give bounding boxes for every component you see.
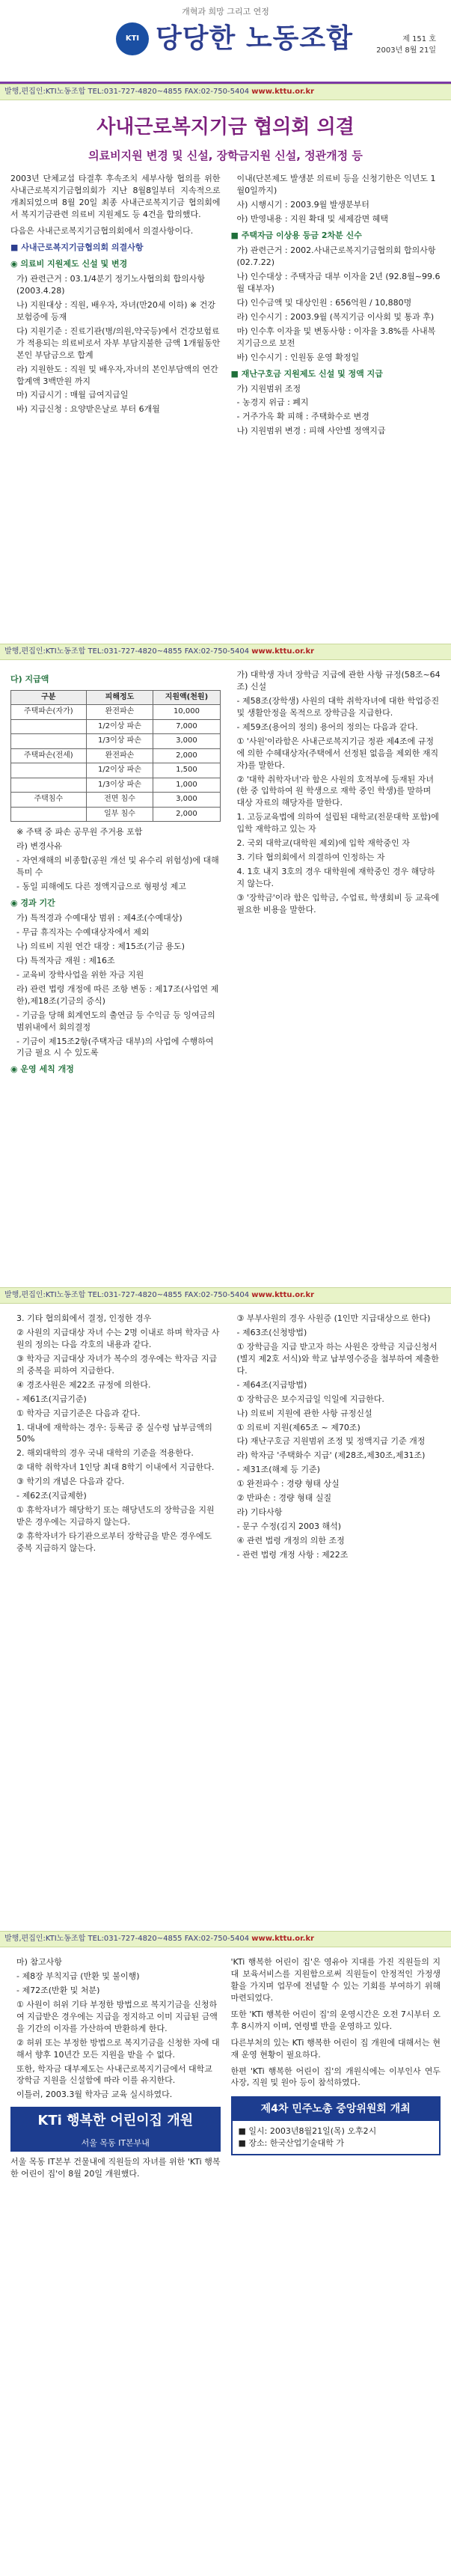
- table-header: 피해정도: [86, 690, 153, 705]
- list-item: - 제31조(해제 등 기준): [236, 1465, 320, 1475]
- daycare-banner-sub: 서울 목동 IT본부내: [10, 2135, 221, 2152]
- list-item: 이내(단본제도 발생분 의료비 등을 신청기한은 익년도 1월0일까지): [236, 174, 436, 196]
- table-header: 구분: [11, 690, 87, 705]
- table-cell: 2,000: [153, 807, 220, 822]
- list-item: - 제63조(신청방법): [236, 1327, 307, 1337]
- table-cell: [11, 778, 87, 793]
- subheadline: 의료비지원 변경 및 신설, 장학금지원 신설, 정관개정 등: [88, 148, 363, 162]
- table-cell: 2,000: [153, 748, 220, 763]
- list-item: 라) 지원한도 : 직원 및 배우자,자녀의 본인부담액의 연간 합계액 3백만원 까지: [16, 364, 218, 386]
- table-cell: [11, 807, 87, 822]
- table-cell: 1/3이상 파손: [86, 778, 153, 793]
- table-cell: 3,000: [153, 793, 220, 808]
- subsection-heading: ◉ 경과 기간: [10, 898, 55, 909]
- list-item: 가) 대학생 자녀 장학금 지급에 관한 사항 규정(58조~64조) 신설: [236, 670, 441, 692]
- newsletter-title: 당당한 노동조합: [156, 23, 353, 54]
- list-item: 4. 1호 내지 3호의 경우 대학원에 재학중인 경우 해당하지 않는다.: [236, 867, 435, 888]
- list-item: - 관련 법령 개정 사항 : 제22조: [236, 1549, 349, 1560]
- article-intro: 2003년 단체교섭 타결후 후속조치 세부사항 협의를 위한 사내근로복지기금협의회가 지난 8월8일부터 지속적으로 개최되었으며 8월 20일 최종 사내근로복지기금 협의회에서 복지기금관련 의료비 지원제도 등 4건을 합의했다.: [10, 174, 221, 220]
- article-left-column: [10, 173, 221, 439]
- table-row: [11, 793, 221, 808]
- page-4: [0, 1931, 451, 2575]
- website-link[interactable]: www.kttu.or.kr: [251, 647, 315, 656]
- list-item: 바) 지급신청 : 요양받은날로 부터 6개월: [16, 404, 160, 415]
- list-item: 1. 고등교육법에 의하여 설립된 대학교(전문대학 포함)에 입학 재학하고 있는 자: [236, 812, 439, 834]
- list-item: 마) 인수후 이자율 및 변동사항 : 이자율 3.8%를 사내복지기금으로 보전: [236, 326, 436, 348]
- list-item: - 기금을 당해 회계연도의 출연금 등 수익금 등 잉여금의 범위내에서 회의결정: [16, 1010, 215, 1032]
- list-item: ③ 학기의 개념은 다음과 같다.: [16, 1477, 125, 1487]
- website-link[interactable]: www.kttu.or.kr: [251, 1935, 315, 1943]
- list-item: ④ 경조사원은 제22조 규정에 의한다.: [16, 1379, 151, 1390]
- list-item: 이틀러, 2003.3월 학자금 교육 실시하였다.: [16, 2090, 173, 2100]
- list-item: - 문구 수정(김지 2003 해석): [236, 1522, 342, 1532]
- table-cell: 1,000: [153, 778, 220, 793]
- article-right-column: [231, 1956, 441, 2185]
- list-item: 3. 기타 협의회에서 의결하여 인정하는 자: [236, 852, 385, 863]
- list-item: - 농경지 위급 : 폐지: [236, 397, 309, 408]
- list-item: 마) 지급시기 : 매월 급여지급일: [16, 390, 129, 400]
- table-cell: 주택파손(자가): [11, 705, 87, 720]
- list-item: 나) 인수대상 : 주택자금 대부 이자율 2년 (92.8월~99.6월 대부자): [236, 272, 441, 293]
- list-item: - 제8장 부칙지급 (반환 및 불이행): [16, 1971, 140, 1981]
- notice-box: [231, 2096, 441, 2155]
- relief-amount-table: [10, 690, 221, 822]
- table-cell: [11, 719, 87, 734]
- list-item: 아) 반영내용 : 지원 확대 및 세제감면 혜택: [236, 214, 388, 225]
- table-row: [11, 719, 221, 734]
- paragraph: 또한 'KTi 행복한 어린이 집'의 운영시간은 오전 7시부터 오후 8시까지 이며, 연령별 반을 운영하고 있다.: [230, 2009, 441, 2031]
- list-item: 또한, 학자금 대부제도는 사내근로복지기금에서 대학교 장학금 지원을 신설함에 따라 이를 유지한다.: [16, 2063, 212, 2086]
- info-bar-text: 발행,편집인:KTI노동조합 TEL:031-727-4820~4855 FAX:02-750-5404: [4, 647, 250, 656]
- subsection-heading: ◉ 의료비 지원제도 신설 및 변경: [10, 259, 128, 269]
- list-item: 나) 지원대상 : 직원, 배우자, 자녀(만20세 이하) ※ 건강보험증에 등재: [16, 299, 216, 322]
- list-item: - 교육비 장학사업을 위한 자금 지원: [16, 969, 144, 980]
- list-item: 사) 시행시기 : 2003.9월 발생분부터: [236, 200, 369, 210]
- list-item: ② 사원의 지급대상 자녀 수는 2명 이내로 하며 학자금 사원의 정의는 다음 각호의 내용과 같다.: [16, 1327, 220, 1349]
- page-2: [0, 644, 451, 1287]
- list-item: ② 반파손 : 경량 형태 실질: [236, 1493, 332, 1504]
- daycare-body: 서울 목동 IT본부 건물내에 직원들의 자녀를 위한 'KTi 행복한 어린이 집'이 8월 20일 개원했다.: [10, 2157, 221, 2179]
- table-cell: 1/3이상 파손: [86, 734, 153, 749]
- page-1: [0, 0, 451, 644]
- subsection-heading: ■ 주택자금 이상용 등금 2차분 신수: [230, 231, 362, 241]
- table-cell: 완전파손: [86, 705, 153, 720]
- list-item: ① 완전파수 : 경량 형태 상실: [236, 1479, 340, 1489]
- list-item: - 거주가옥 확 피해 : 주택화수로 변경: [236, 412, 369, 422]
- list-item: 2. 국외 대학교(대학원 제외)에 입학 재학중인 자: [236, 838, 410, 849]
- article-right-column: [231, 173, 441, 439]
- table-cell: 1/2이상 파손: [86, 763, 153, 778]
- info-bar-text: 발행,편집인:KTI노동조합 TEL:031-727-4820~4855 FAX:02-750-5404: [4, 1291, 250, 1299]
- list-item: 라) 인수시기 : 2003.9월 (복지기금 이사회 및 통과 후): [236, 311, 435, 322]
- kti-logo-icon: KTI: [116, 22, 149, 55]
- masthead: [0, 0, 451, 84]
- table-row: [11, 807, 221, 822]
- table-row: [11, 748, 221, 763]
- table-cell: 완전파손: [86, 748, 153, 763]
- list-item: - 제59조(용어의 정의) 용어의 정의는 다음과 같다.: [236, 721, 418, 732]
- table-cell: 주택파손(전세): [11, 748, 87, 763]
- list-item: ② '대학 취학자녀'라 함은 사원의 호적부에 등재된 자녀(한 중 입학하여 원 학생으로 재학 중인 학생)를 말하며 대상 자료의 해당자를 말한다.: [236, 774, 435, 808]
- daycare-banner: KTi 행복한 어린이집 개원: [10, 2107, 221, 2135]
- list-item: 다) 인수금액 및 대상인원 : 656억원 / 10,880명: [236, 297, 412, 308]
- list-item: 다) 특적자금 재원 : 제16조: [16, 955, 115, 965]
- list-item: - 동일 피해에도 다른 정액지급으로 형평성 제고: [16, 882, 186, 892]
- list-item: ① 의료비 지원(제65조 ~ 제70조): [236, 1422, 361, 1432]
- list-item: 라) 기타사항: [236, 1507, 283, 1518]
- list-item: ③ 부부사원의 경우 사원증 (1인만 지급대상으로 한다): [236, 1313, 431, 1323]
- info-bar: [0, 1931, 451, 1947]
- list-item: ① 사원이 허위 기타 부정한 방법으로 복지기금을 신청하여 지급받은 경우에는 지급을 정지하고 이미 지급된 금액을 기간의 이자를 가산하여 반환하게 한다.: [16, 1999, 218, 2033]
- list-item: ① 장학금을 지급 받고자 하는 사원은 장학금 지급신청서(별지 제2호 서식)와 학교 납부영수증을 첨부하여 제출한다.: [236, 1341, 439, 1376]
- table-cell: 일부 침수: [86, 807, 153, 822]
- table-row: [11, 778, 221, 793]
- table-cell: 3,000: [153, 734, 220, 749]
- table-label: 다) 지급액: [10, 674, 49, 684]
- list-item: - 기금이 제15조2항(주택자금 대부)의 사업에 수행하여 기금 필요 시 수 있도록: [16, 1036, 214, 1058]
- list-item: - 제72조(반환 및 처분): [16, 1985, 100, 1995]
- list-item: 나) 의료비 지원 연간 대장 : 제15조(기금 용도): [16, 941, 185, 951]
- list-item: 다) 재난구호금 지원범위 조정 및 정액지급 기준 개정: [236, 1436, 426, 1447]
- subsection-heading: ◉ 운영 세칙 개정: [10, 1064, 74, 1075]
- list-item: 라) 학자금 '주택화수 지급' (제28조,제30조,제31조): [236, 1450, 426, 1461]
- slogan: 개혁과 희망 그리고 연정: [182, 7, 269, 16]
- notice-title: 제4차 민주노총 중앙위원회 개최: [233, 2098, 440, 2120]
- table-cell: 1,500: [153, 763, 220, 778]
- table-cell: [11, 763, 87, 778]
- table-note: ※ 주택 중 파손 공무원 주거용 포함: [16, 827, 143, 837]
- table-cell: [11, 734, 87, 749]
- issue-number: 제 151 호: [402, 35, 436, 43]
- list-item: ① 휴학자녀가 해당학기 또는 해당년도의 장학금을 지원받은 경우에는 지급하지 않는다.: [16, 1505, 215, 1527]
- article-right-column: [231, 1313, 441, 1563]
- paragraph: 한편 'KTi 행복한 어린이 집'의 개원식에는 이부인사 연두 사장, 직원 및 원아 등이 참석하였다.: [230, 2066, 441, 2088]
- notice-line: ■ 일시: 2003년8월21일(목) 오후2시: [238, 2125, 377, 2136]
- page-3: [0, 1287, 451, 1931]
- paragraph: 'KTi 행복한 어린이 집'은 영유아 지대를 가진 직원들의 지대 보육서비스를 지원함으로써 직원들이 안정적인 가정생활을 가지며 업무에 전념할 수 있는 기회를 부여하기 위해 마련되었다.: [230, 1957, 441, 2003]
- table-cell: 10,000: [153, 705, 220, 720]
- list-item: 2. 해외대학의 경우 국내 대학의 기준을 적용한다.: [16, 1448, 194, 1459]
- list-item: ② 대학 취학자녀 1인당 최대 8학기 이내에서 지급한다.: [16, 1462, 215, 1473]
- list-item: ② 허위 또는 부정한 방법으로 복지기금을 신청한 자에 대해서 향후 10년간 모든 지원을 받을 수 없다.: [16, 2037, 220, 2060]
- list-item: - 자연재해의 비종합(공원 개선 및 유수리 위험성)에 대해 특미 수: [16, 855, 219, 878]
- list-item: 1. 대내에 재학하는 경우: 등록금 중 실수령 납부금액의 50%: [16, 1422, 212, 1444]
- website-link[interactable]: www.kttu.or.kr: [251, 88, 315, 96]
- notice-line: ■ 장소: 한국산업기술대학 가: [238, 2137, 344, 2148]
- list-item: 나) 의료비 지원에 관한 사항 규정신설: [236, 1408, 372, 1418]
- list-item: ② 휴학자녀가 타기관으로부터 장학금을 받은 경우에도 중복 지급하지 않는다.: [16, 1531, 212, 1553]
- article-intro-2: 다음은 사내근로복지기금협의회에서 의결사항이다.: [10, 226, 194, 236]
- list-item: ③ 학자금 지급대상 자녀가 복수의 경우에는 학자금 지급의 중복을 피하여 지급한다.: [16, 1353, 218, 1376]
- list-item: - 제61조(지급기준): [16, 1394, 87, 1404]
- list-item: 나) 지원범위 변경 : 피해 사안별 정액지급: [236, 426, 386, 436]
- table-row: [11, 705, 221, 720]
- info-bar: [0, 1287, 451, 1304]
- issue-date: 2003년 8월 21일: [376, 46, 436, 55]
- table-header: 지원액(천원): [153, 690, 220, 705]
- website-link[interactable]: www.kttu.or.kr: [251, 1291, 315, 1299]
- subsection-heading: ■ 재난구호금 지원제도 신설 및 정액 지급: [230, 368, 383, 379]
- table-row: [11, 734, 221, 749]
- info-bar-text: 발행,편집인:KTI노동조합 TEL:031-727-4820~4855 FAX:02-750-5404: [4, 1935, 250, 1943]
- table-cell: 1/2이상 파손: [86, 719, 153, 734]
- info-bar: [0, 644, 451, 660]
- table-cell: 전면 침수: [86, 793, 153, 808]
- list-item: ① '사원'이라함은 사내근로복지기금 정관 제4조에 규정에 의한 수혜대상자(주택에서 선정된 없음을 제외한 재직자)를 말한다.: [236, 736, 439, 770]
- list-item: 가) 지원범위 조정: [236, 383, 301, 394]
- list-item: - 제62조(지급제한): [16, 1491, 87, 1501]
- article-left-column: [10, 1956, 221, 2185]
- list-item: ① 학자금 지급기준은 다음과 같다.: [16, 1408, 141, 1418]
- list-item: 가) 특적경과 수예대상 범위 : 제4조(수예대상): [16, 913, 182, 924]
- info-bar-text: 발행,편집인:KTI노동조합 TEL:031-727-4820~4855 FAX:02-750-5404: [4, 88, 250, 96]
- table-cell: 주택침수: [11, 793, 87, 808]
- issue-info: [376, 34, 436, 56]
- list-item: 가) 관련근거 : 03.1/4분기 정기노사협의회 합의사항(2003.4.28): [16, 274, 205, 296]
- list-item: - 무급 휴직자는 수예대상자에서 제외: [16, 927, 150, 937]
- list-item: 라) 관련 법령 개정에 따른 조항 변동 : 제17조(사업연 제한),제18조(기금의 증식): [16, 983, 219, 1006]
- list-item: 가) 관련근거 : 2002.사내근로복지기금협의회 합의사항(02.7.22): [236, 245, 436, 268]
- list-item: - 제58조(장학생) 사원의 대학 취학자녀에 대한 학업증진 및 생활안정을 목적으로 장학금을 지급한다.: [236, 695, 440, 718]
- article-left-column: [10, 669, 221, 1078]
- list-item: 라) 변경사유: [16, 841, 62, 852]
- paragraph: 다른부처의 있는 KTi 행복한 어린이 집 개원에 대해서는 현재 운영 현황이 필요하다.: [230, 2037, 441, 2060]
- table-cell: 7,000: [153, 719, 220, 734]
- section-heading: ■ 사내근로복지기금협의회 의결사항: [10, 242, 144, 253]
- list-item: - 제64조(지급방법): [236, 1379, 307, 1390]
- info-bar: [0, 84, 451, 100]
- list-item: ④ 관련 법령 개정의 의한 조정: [236, 1536, 345, 1545]
- list-item: 마) 참고사항: [16, 1957, 62, 1967]
- list-item: 다) 지원기준 : 진료기관(병/의원,약국등)에서 건강보험료가 적용되는 의료비로서 자부 부담지불한 금액 1개월동안 본인 부담금으로 합계: [16, 326, 221, 360]
- table-row: [11, 763, 221, 778]
- list-item: ① 장학금은 보수지급일 익일에 지급한다.: [236, 1394, 384, 1404]
- headline: 사내근로복지기금 협의회 의결: [96, 116, 355, 138]
- list-item: 3. 기타 협의회에서 결정, 인정한 경우: [16, 1313, 152, 1323]
- list-item: 바) 인수시기 : 인원동 운영 확정일: [236, 352, 360, 362]
- article-left-column: [10, 1313, 221, 1563]
- list-item: ③ '장학금'이라 함은 입학금, 수업료, 학생회비 등 교육에 필요한 비용을 말한다.: [236, 892, 440, 915]
- article-right-column: [231, 669, 441, 1078]
